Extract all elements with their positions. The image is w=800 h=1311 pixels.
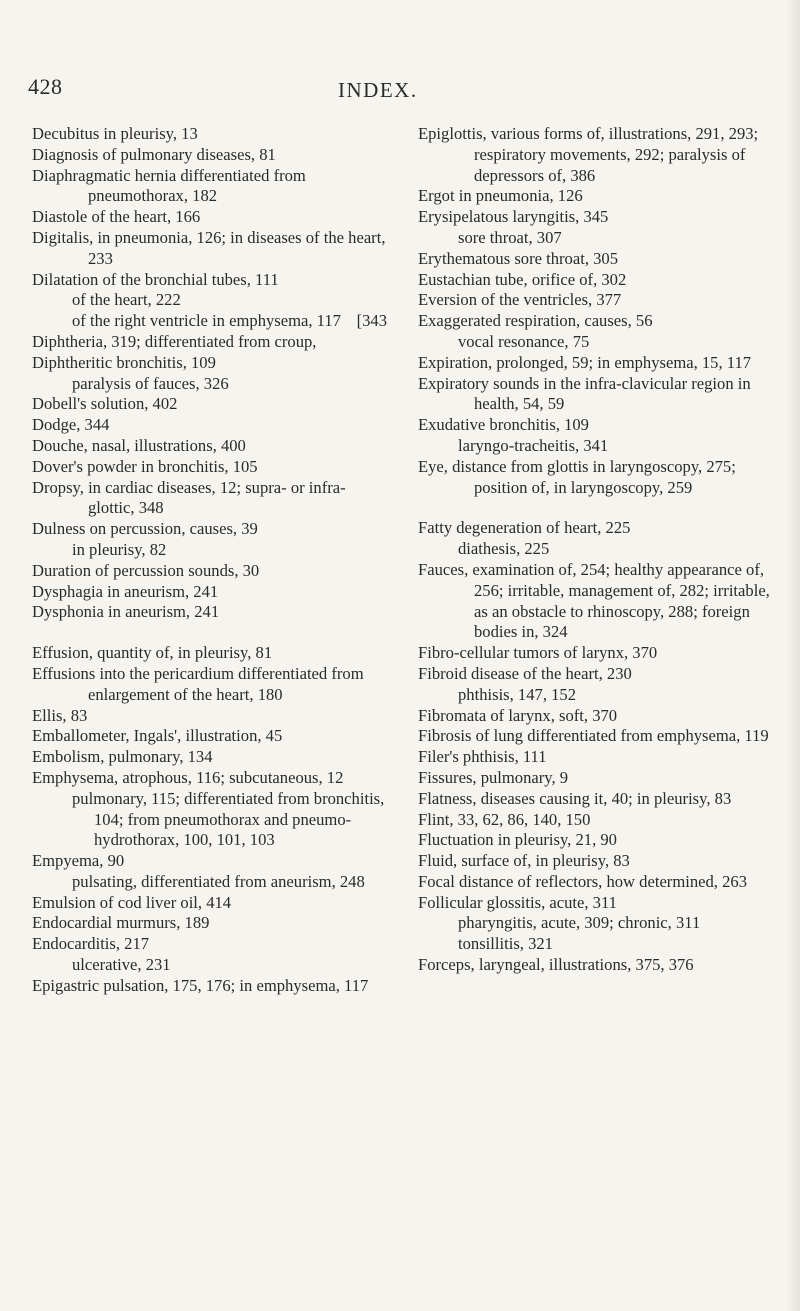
index-subentry	[32, 311, 387, 332]
index-entry-text: Erysipelatous laryngitis, 345	[418, 207, 609, 227]
index-subentry	[32, 290, 387, 311]
index-entry-text: Fissures, pulmonary, 9	[418, 767, 569, 787]
index-entry-text: pulsating, differentiated from aneurism, 248	[72, 871, 365, 891]
index-entry-text: Empyema, 90	[32, 851, 125, 871]
index-subentry	[418, 913, 782, 934]
page-header	[0, 74, 800, 114]
index-entry	[418, 518, 782, 539]
index-entry	[418, 457, 782, 499]
index-entry	[418, 290, 782, 311]
index-entry	[32, 747, 387, 768]
index-entry	[418, 311, 782, 332]
index-entry	[32, 726, 387, 747]
index-entry-text: Fluid, surface of, in pleurisy, 83	[418, 851, 630, 871]
index-entry-text: Fibromata of larynx, soft, 370	[418, 705, 618, 725]
index-entry	[418, 768, 782, 789]
index-entry-text: Diagnosis of pulmonary diseases, 81	[32, 144, 276, 164]
index-entry-text: Diphtheria, 319; differentiated from croup,	[32, 331, 317, 351]
index-entry	[418, 830, 782, 851]
index-entry-text: Dulness on percussion, causes, 39	[32, 519, 258, 539]
index-entry-text: pulmonary, 115; differentiated from bronchitis, 104; from pneumothorax and pneumo-hydrothorax, 100, 101, 103	[72, 788, 385, 850]
index-entry-text: Dysphagia in aneurism, 241	[32, 581, 219, 601]
index-entry	[32, 602, 387, 623]
index-entry	[32, 145, 387, 166]
index-entry-text: Flatness, diseases causing it, 40; in pleurisy, 83	[418, 788, 732, 808]
index-entry	[32, 664, 387, 706]
index-entry	[418, 955, 782, 976]
index-entry-text: Follicular glossitis, acute, 311	[418, 892, 617, 912]
index-entry	[32, 394, 387, 415]
index-subentry	[418, 934, 782, 955]
index-subentry	[418, 332, 782, 353]
index-entry	[32, 332, 387, 353]
index-entry-text: sore throat, 307	[458, 227, 562, 247]
index-entry	[32, 207, 387, 228]
index-entry	[418, 560, 782, 643]
index-entry-text: Flint, 33, 62, 86, 140, 150	[418, 809, 591, 829]
index-entry-text: Effusion, quantity of, in pleurisy, 81	[32, 643, 273, 663]
index-entry-text: Digitalis, in pneumonia, 126; in diseases of the heart, 233	[32, 227, 386, 268]
section-gap	[32, 623, 387, 643]
index-entry-text: Diphtheritic bronchitis, 109	[32, 352, 216, 372]
index-entry	[32, 457, 387, 478]
index-entry-text: Decubitus in pleurisy, 13	[32, 124, 198, 143]
index-entry	[32, 768, 387, 789]
index-entry-text: Eversion of the ventricles, 377	[418, 290, 622, 310]
index-subentry	[32, 540, 387, 561]
index-entry-text: Dover's powder in bronchitis, 105	[32, 456, 258, 476]
index-entry	[32, 415, 387, 436]
index-entry	[32, 270, 387, 291]
index-entry-text: Dobell's solution, 402	[32, 394, 178, 414]
index-column-left	[32, 124, 387, 997]
index-entry	[418, 415, 782, 436]
index-entry-text: Erythematous sore throat, 305	[418, 248, 619, 268]
index-entry-text: tonsillitis, 321	[458, 934, 553, 954]
index-entry-text: pharyngitis, acute, 309; chronic, 311	[458, 913, 701, 933]
section-gap	[418, 498, 782, 518]
index-entry	[418, 374, 782, 416]
index-entry-text: of the heart, 222	[72, 290, 181, 310]
index-entry	[418, 353, 782, 374]
index-subentry	[418, 228, 782, 249]
index-entry	[418, 893, 782, 914]
index-entry-text: Epigastric pulsation, 175, 176; in emphysema, 117	[32, 975, 369, 995]
index-subentry	[418, 685, 782, 706]
index-entry-text: Endocarditis, 217	[32, 934, 150, 954]
index-entry-text: Fibrosis of lung differentiated from emphysema, 119	[418, 726, 769, 746]
index-entry-text: Ergot in pneumonia, 126	[418, 186, 583, 206]
index-entry	[418, 747, 782, 768]
index-entry-text: in pleurisy, 82	[72, 539, 167, 559]
index-entry-text: Emphysema, atrophous, 116; subcutaneous, 12	[32, 767, 344, 787]
index-entry-text: Fluctuation in pleurisy, 21, 90	[418, 830, 617, 850]
index-subentry	[32, 374, 387, 395]
index-entry-text: Exaggerated respiration, causes, 56	[418, 311, 653, 331]
index-entry-text: phthisis, 147, 152	[458, 684, 577, 704]
index-entry-text: laryngo-tracheitis, 341	[458, 435, 609, 455]
index-entry	[418, 186, 782, 207]
index-entry-text: Dropsy, in cardiac diseases, 12; supra- or infra-glottic, 348	[32, 477, 346, 518]
index-entry-text: Dilatation of the bronchial tubes, 111	[32, 269, 279, 289]
index-entry-text: Emballometer, Ingals', illustration, 45	[32, 726, 283, 746]
index-entry-text: diathesis, 225	[458, 539, 550, 559]
index-entry-text: Diaphragmatic hernia differentiated from pneumothorax, 182	[32, 165, 306, 206]
index-entry	[418, 851, 782, 872]
index-entry	[418, 664, 782, 685]
index-entry	[32, 353, 387, 374]
index-entry	[32, 478, 387, 520]
index-entry-text: of the right ventricle in emphysema, 117	[72, 311, 341, 331]
index-entry-text: Focal distance of reflectors, how determined, 263	[418, 871, 747, 891]
index-entry-text: Diastole of the heart, 166	[32, 207, 201, 227]
index-entry	[32, 166, 387, 208]
index-entry-text: Effusions into the pericardium differentiated from enlargement of the heart, 180	[32, 663, 364, 704]
index-entry	[32, 934, 387, 955]
index-entry	[32, 124, 387, 145]
index-entry	[32, 913, 387, 934]
index-entry-text: Duration of percussion sounds, 30	[32, 560, 260, 580]
index-entry-text: vocal resonance, 75	[458, 331, 590, 351]
index-entry	[32, 228, 387, 270]
catchword: [343	[356, 311, 387, 331]
index-entry	[32, 706, 387, 727]
index-entry-text: Embolism, pulmonary, 134	[32, 747, 213, 767]
index-entry	[418, 124, 782, 186]
index-entry	[418, 249, 782, 270]
index-entry-text: Exudative bronchitis, 109	[418, 415, 589, 435]
index-entry-text: Douche, nasal, illustrations, 400	[32, 435, 246, 455]
index-column-right	[418, 124, 782, 976]
index-entry-text: Emulsion of cod liver oil, 414	[32, 892, 232, 912]
page-number: 428	[28, 74, 63, 99]
index-entry	[32, 893, 387, 914]
index-entry-text: Forceps, laryngeal, illustrations, 375, 376	[418, 955, 694, 975]
running-head: INDEX.	[338, 78, 418, 102]
index-entry-text: Fibroid disease of the heart, 230	[418, 663, 632, 683]
index-entry-text: Endocardial murmurs, 189	[32, 913, 210, 933]
index-entry	[32, 436, 387, 457]
index-entry	[32, 643, 387, 664]
index-entry	[418, 810, 782, 831]
index-entry	[418, 872, 782, 893]
index-subentry	[32, 872, 387, 893]
index-subentry	[32, 955, 387, 976]
index-subentry	[418, 436, 782, 457]
index-entry-text: Fibro-cellular tumors of larynx, 370	[418, 643, 658, 663]
index-subentry	[32, 789, 387, 851]
index-entry	[32, 519, 387, 540]
index-entry	[32, 561, 387, 582]
index-entry-text: Eustachian tube, orifice of, 302	[418, 269, 627, 289]
index-entry-text: Filer's phthisis, 111	[418, 747, 547, 767]
index-entry	[32, 976, 387, 997]
index-entry	[32, 851, 387, 872]
index-entry-text: Fauces, examination of, 254; healthy appearance of, 256; irritable, management of, 282; irritable, as an obstacle to rhinoscopy, 288; foreign bodies in, 324	[418, 559, 770, 642]
index-entry	[418, 207, 782, 228]
index-entry-text: Epiglottis, various forms of, illustrations, 291, 293; respiratory movements, 292; paralysis of depressors of, 386	[418, 124, 759, 185]
index-entry-text: Dodge, 344	[32, 415, 110, 435]
index-entry-text: Fatty degeneration of heart, 225	[418, 518, 631, 538]
index-entry-text: ulcerative, 231	[72, 955, 171, 975]
index-entry-text: Eye, distance from glottis in laryngoscopy, 275; position of, in laryngoscopy, 259	[418, 456, 736, 497]
index-entry	[418, 789, 782, 810]
index-entry-text: Expiratory sounds in the infra-clavicular region in health, 54, 59	[418, 373, 751, 414]
index-entry-text: Dysphonia in aneurism, 241	[32, 602, 220, 622]
index-entry	[418, 270, 782, 291]
index-entry-text: paralysis of fauces, 326	[72, 373, 229, 393]
page-edge-shadow	[786, 0, 800, 1311]
index-entry	[418, 726, 782, 747]
index-subentry	[418, 539, 782, 560]
index-entry	[32, 582, 387, 603]
index-entry-text: Expiration, prolonged, 59; in emphysema, 15, 117	[418, 352, 752, 372]
index-entry	[418, 643, 782, 664]
index-entry-text: Ellis, 83	[32, 705, 88, 725]
index-entry	[418, 706, 782, 727]
